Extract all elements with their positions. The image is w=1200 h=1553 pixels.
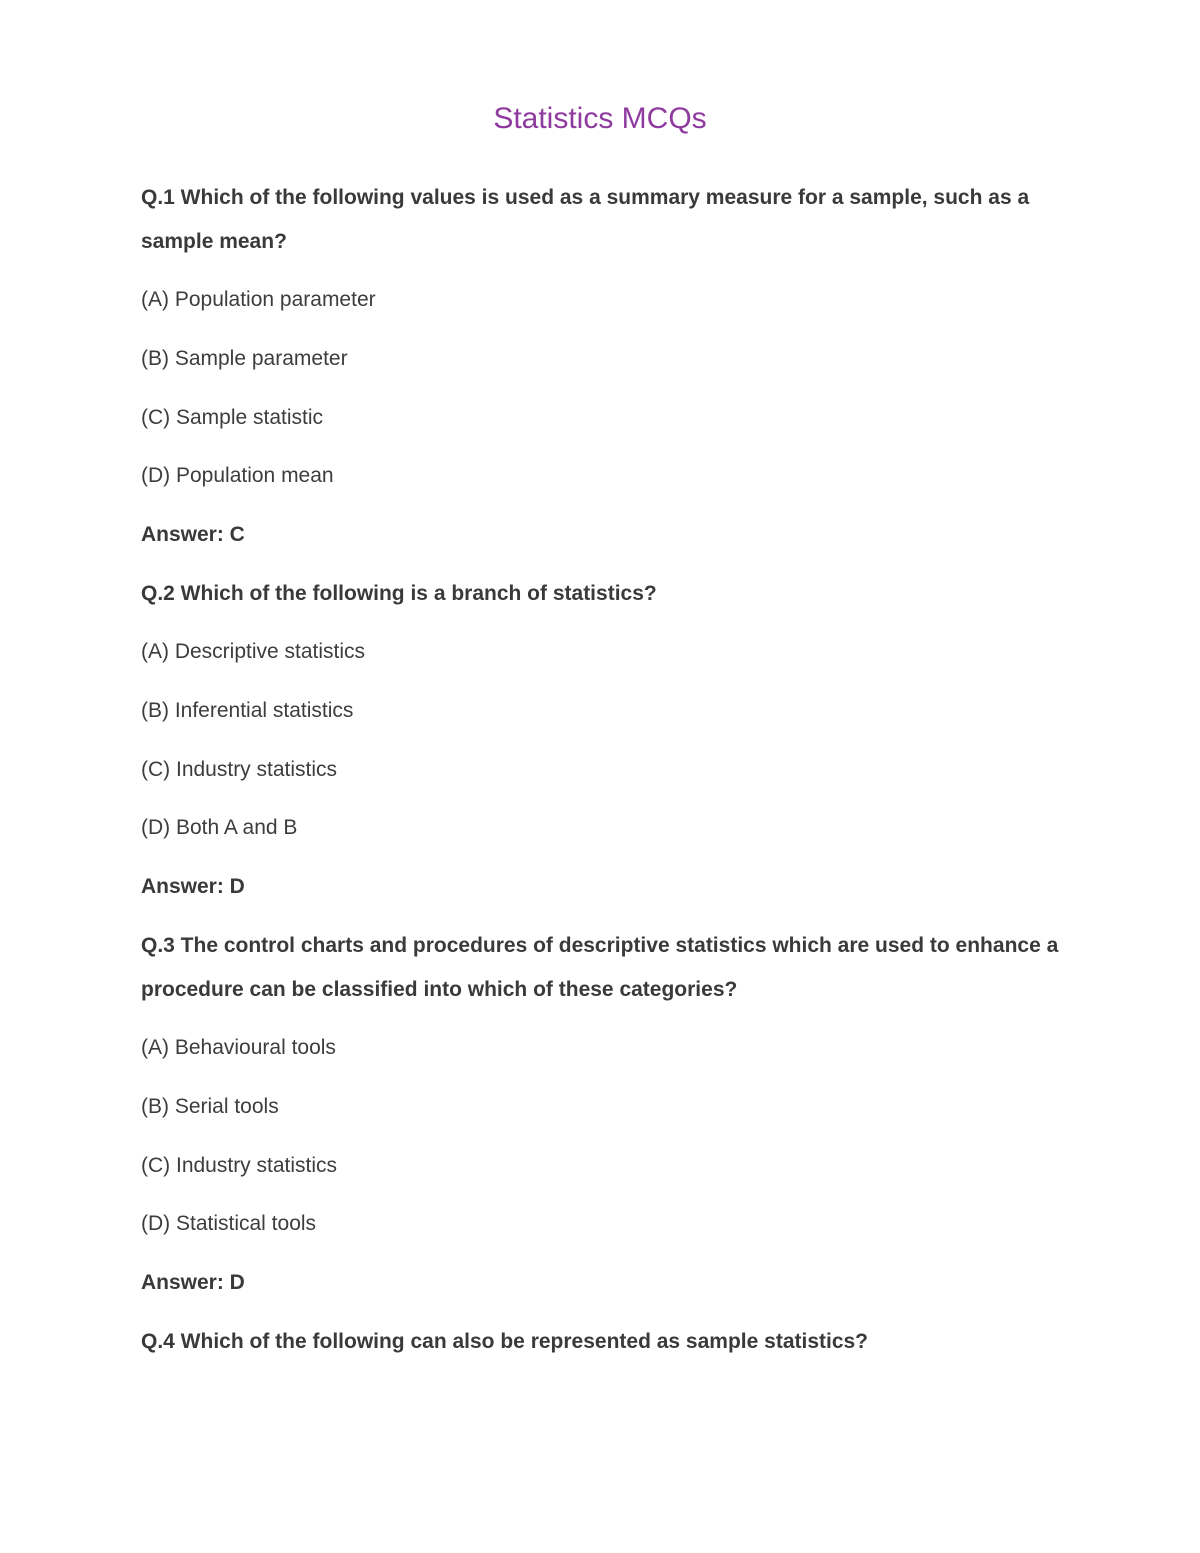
question-block-4 (141, 1320, 1081, 1364)
option-c: (C) Industry statistics (141, 757, 338, 781)
question-block-3 (141, 924, 1081, 1305)
answer-text: Answer: D (141, 875, 245, 899)
option-d: (D) Both A and B (141, 816, 298, 840)
question-text: Q.3 The control charts and procedures of descriptive statistics which are used to enhance a procedure can be classified into which of these categories? (141, 933, 1059, 1001)
option-d: (D) Statistical tools (141, 1212, 317, 1236)
question-text: Q.1 Which of the following values is used as a summary measure for a sample, such as a sample mean? (141, 186, 1030, 253)
option-d: (D) Population mean (141, 464, 334, 488)
option-a: (A) Behavioural tools (141, 1035, 336, 1059)
question-text: Q.2 Which of the following is a branch of statistics? (141, 581, 657, 605)
page-title: Statistics MCQs (493, 102, 707, 135)
option-b: (B) Serial tools (141, 1094, 279, 1118)
option-b: (B) Inferential statistics (141, 698, 354, 722)
answer-text: Answer: C (141, 523, 245, 547)
option-a: (A) Descriptive statistics (141, 639, 366, 663)
option-a: (A) Population parameter (141, 288, 376, 311)
answer-text: Answer: D (141, 1271, 245, 1295)
question-block-1 (141, 176, 1081, 557)
mcq-list (141, 176, 1081, 1378)
question-text: Q.4 Which of the following can also be represented as sample statistics? (141, 1329, 869, 1353)
option-c: (C) Sample statistic (141, 405, 324, 429)
question-block-2 (141, 572, 1081, 909)
option-b: (B) Sample parameter (141, 346, 348, 370)
option-c: (C) Industry statistics (141, 1153, 338, 1177)
